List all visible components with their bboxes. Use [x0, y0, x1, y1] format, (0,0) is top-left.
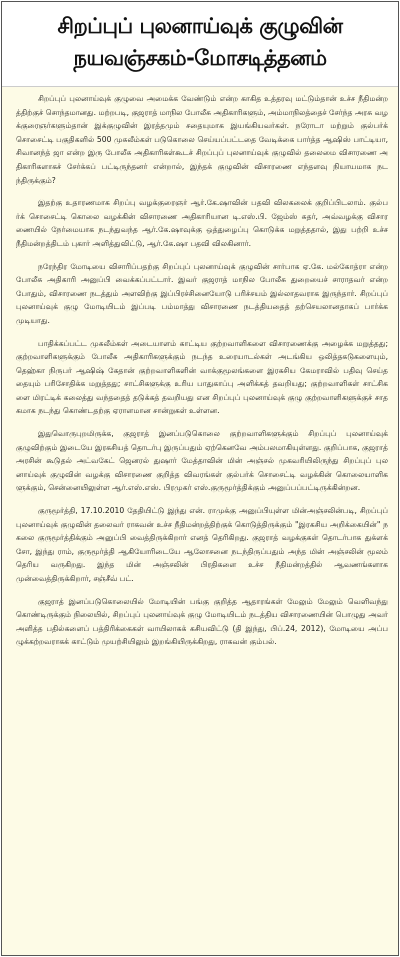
headline-line-2: நயவஞ்சகம்-மோசடித்தனம் — [73, 46, 327, 70]
article-headline — [2, 2, 398, 87]
paragraph-2: இதற்கு உதாரணமாக சிறப்பு வழக்குரைஞர் ஆர்.கே.ஷாவின் பதவி விலகலைக் குறிப்பிடலாம். குல்பர்க் சொசைட்டி கொலை வழக்கின் விசாரணை அதிகாரியான டி.எஸ்.பி. ஜேம்ஸ் சுதர், அவ்வழக்கு விசாரணையில் நேர்மையாக நடந்துவந்த ஆர்.கே.ஷாவுக்கு ஒத்துழைப்பு கொடுக்க மறுத்ததால், இது பற்றி உச்ச நீதிமன்றத்திடம் புகார் அளித்துவிட்டு, ஆர்.கே.ஷா பதவி விலகினார். — [16, 198, 388, 248]
article-frame — [1, 1, 399, 956]
paragraph-3: நரேந்திர மோடியை விசாரிப்பதற்கு சிறப்புப் புலனாய்வுக் குழுவின் சார்பாக ஏ.கே. மல்கோத்ரா என்ற போலீசு அதிகாரி அனுப்பி வைக்கப்பட்டார். இவர் குஜராத் மாநில போலீசு துறையைச் சாராதவர் என்ற போதும், விசாரணை நடத்தும் அளவிற்கு இப்பிரச்சினையோடு பரிச்சயம் இல்லாதவராக இருந்தார். சிறப்புப் புலனாய்வுக் குழு மோடியிடம் இப்படி பம்மாத்து விசாரணை நடத்தியதைத் தற்செயலானதாகப் பார்க்க முடியாது. — [16, 261, 388, 325]
paragraph-6: குருமூர்த்தி, 17.10.2010 தேதியிட்டு இந்து என். ராமுக்கு அனுப்பியுள்ள மின்அஞ்சலின்படி, சிறப்புப் புலனாய்வுக் குழுவின் தலைவர் ராகவன் உச்ச நீதிமன்றத்திற்குக் கொடுத்திருக்கும் "இரகசிய அறிக்கையின்" நகலை குருமூர்த்திக்கும் அனுப்பி வைத்திருக்கிறார் எனத் தெரிகிறது. குஜராத் வழக்குகள் தொடர்பாக துக்ளக் சோ, இந்து ராம், குருமூர்த்தி ஆகியோரிடையே ஆலோசனை நடந்திருப்பதும் அந்த மின் அஞ்சலின் மூலம் தெரிய வருகிறது. இந்த மின் அஞ்சலின் பிரதிகளை உச்ச நீதிமன்றத்தில் ஆவணங்களாக முன்வைத்திருக்கிறார், சஞ்சீவ் பட். — [16, 506, 388, 583]
headline-line-1: சிறப்புப் புலனாய்வுக் குழுவின் — [57, 14, 343, 38]
paragraph-5: இதுவொருபுறமிருக்க, குஜராத் இனப்படுகொலை குற்றவாளிகளுக்கும் சிறப்புப் புலனாய்வுக் குழுவிற்கும் இடையே இரகசியத் தொடர்பு இருப்பதும் ஏற்கெனவே அம்பலமாகியுள்ளது. குறிப்பாக, குஜராத் அரசின் கூடுதல் அட்வகேட் ஜெனரல் துஷார் மேத்தாவின் மின் அஞ்சல் முகவரியிலிருந்து சிறப்புப் புலனாய்வுக் குழுவின் வழக்கு விசாரணை குறித்த விவரங்கள் குல்பர்க் சொசைட்டி வழக்கின் கொலையாளிகளுக்கும், சென்னையிலுள்ள ஆர்.எஸ்.எஸ். பிரமுகர் எஸ்.குருமூர்த்திக்கும் அனுப்பப்பட்டிருக்கின்றன. — [16, 429, 388, 493]
paragraph-4: பாதிக்கப்பட்ட முசுலீம்கள் அடையாளம் காட்டிய குற்றவாளிகளை விசாரணைக்கு அழைக்க மறுத்தது; குற்றவாளிகளுக்கும் போலீசு அதிகாரிகளுக்கும் நடந்த உரையாடல்கள் அடங்கிய ஒலித்தகடுகளையும், தெஹ்கா நிருபர் ஆஷிஷ் கேதான் குற்றவாளிகளின் வாக்குமூலங்களை இரகசிய கேமராவில் பதிவு செய்ததையும் பரிசோதிக்க மறுத்தது; சாட்சிகளுக்கு உரிய பாதுகாப்பு அளிக்கத் தவறியது; குற்றவாளிகள் சாட்சிகளை மிரட்டிக் கலைத்து வந்ததைத் தடுக்கத் தவறியது என சிறப்புப் புலனாய்வுக் குழு குற்றவாளிகளுக்குச் சாதகமாக நடந்து கொண்டதற்கு ஏராளமான சான்றுகள் உள்ளன. — [16, 338, 388, 416]
paragraph-7: குஜராத் இனப்படுகொலையில் மோடியின் பங்கு குறித்த ஆதாரங்கள் மேலும் மேலும் வெளிவந்து கொண்டிருக்கும் நிலையில், சிறப்புப் புலனாய்வுக் குழு மோடியிடம் நடத்திய விசாரணையின் பொழுது அவர் அளித்த பதில்களைப் பத்திரிக்கைகள் வாயிலாகக் கசியவிட்டு (தி இந்து, பிப்.24, 2012), மோடியை அப்பழுக்கற்றவராகக் காட்டும் முயற்சியிலும் இறங்கியிருக்கிறது, ராகவன் கும்பல். — [16, 596, 388, 647]
paragraph-1: சிறப்புப் புலனாய்வுக் குழுவை அமைக்க வேண்டும் என்ற காகித உத்தரவு மட்டும்தான் உச்ச நீதிமன்றத்திற்குச் சொந்தமானது. மற்றபடி, குஜராத் மாநில போலீசு அதிகாரிகளும், அம்மாநிலத்தைச் சேர்ந்த அரசு வழக்குரைஞர்களும்தான் இக்குழுவின் இரத்தமும் சதையுமாக இயங்கியவர்கள். நரோடா மற்றும் குல்பர்க் சொசைட்டி பகுதிகளில் 500 முசுலீம்கள் படுகொலை செய்யப்பட்டதை வேடிக்கை பார்த்த ஆஷிஸ் பாட்டியா, சிவானந்த் ஜா என்ற இரு போலீசு அதிகாரிகள்கூடச் சிறப்புப் புலனாய்வுக் குழுவில் தலைமை விசாரணை அதிகாரிகளாகச் சேர்க்கப் பட்டிருந்தனர் என்றால், இந்தக் குழுவின் விசாரணை எந்தளவு நியாயமாக நடந்திருக்கும்? — [16, 94, 388, 185]
article-body — [16, 92, 388, 658]
